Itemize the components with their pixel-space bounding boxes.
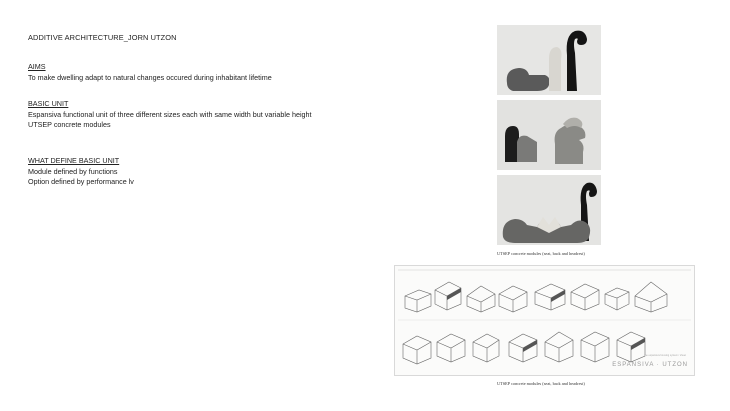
aims-section: [28, 62, 272, 83]
page-title: ADDITIVE ARCHITECTURE_JORN UTZON: [28, 33, 177, 42]
module-photo-1: [497, 25, 601, 95]
aims-text: To make dwelling adapt to natural changes occured during inhabitant lifetime: [28, 72, 272, 82]
basic-unit-heading: BASIC UNIT: [28, 99, 69, 108]
module-photo-3: [497, 175, 601, 245]
what-define-heading: WHAT DEFINE BASIC UNIT: [28, 156, 120, 165]
basic-unit-section: [28, 99, 312, 131]
drawing-caption: UTSEP concrete modules (seat, back and headrest): [497, 381, 585, 386]
axonometric-modules-drawing: [395, 266, 695, 376]
photo-caption: UTSEP concrete modules (seat, back and headrest): [497, 251, 585, 256]
what-define-line-1: Module defined by functions: [28, 166, 118, 176]
what-define-line-2: Option defined by performance lv: [28, 177, 134, 186]
aims-heading: AIMS: [28, 62, 46, 71]
module-photo-2: [497, 100, 601, 170]
what-define-section: [28, 156, 134, 188]
drawing-note: the espansiva housing system / sheet: [644, 354, 686, 357]
basic-unit-line-2: UTSEP concrete modules: [28, 120, 111, 129]
basic-unit-line-1: Espansiva functional unit of three different sizes each with same width but variable height: [28, 109, 312, 119]
drawing-label: ESPANSIVA · UTZON: [612, 362, 688, 368]
espansiva-drawing-sheet: [394, 265, 695, 376]
